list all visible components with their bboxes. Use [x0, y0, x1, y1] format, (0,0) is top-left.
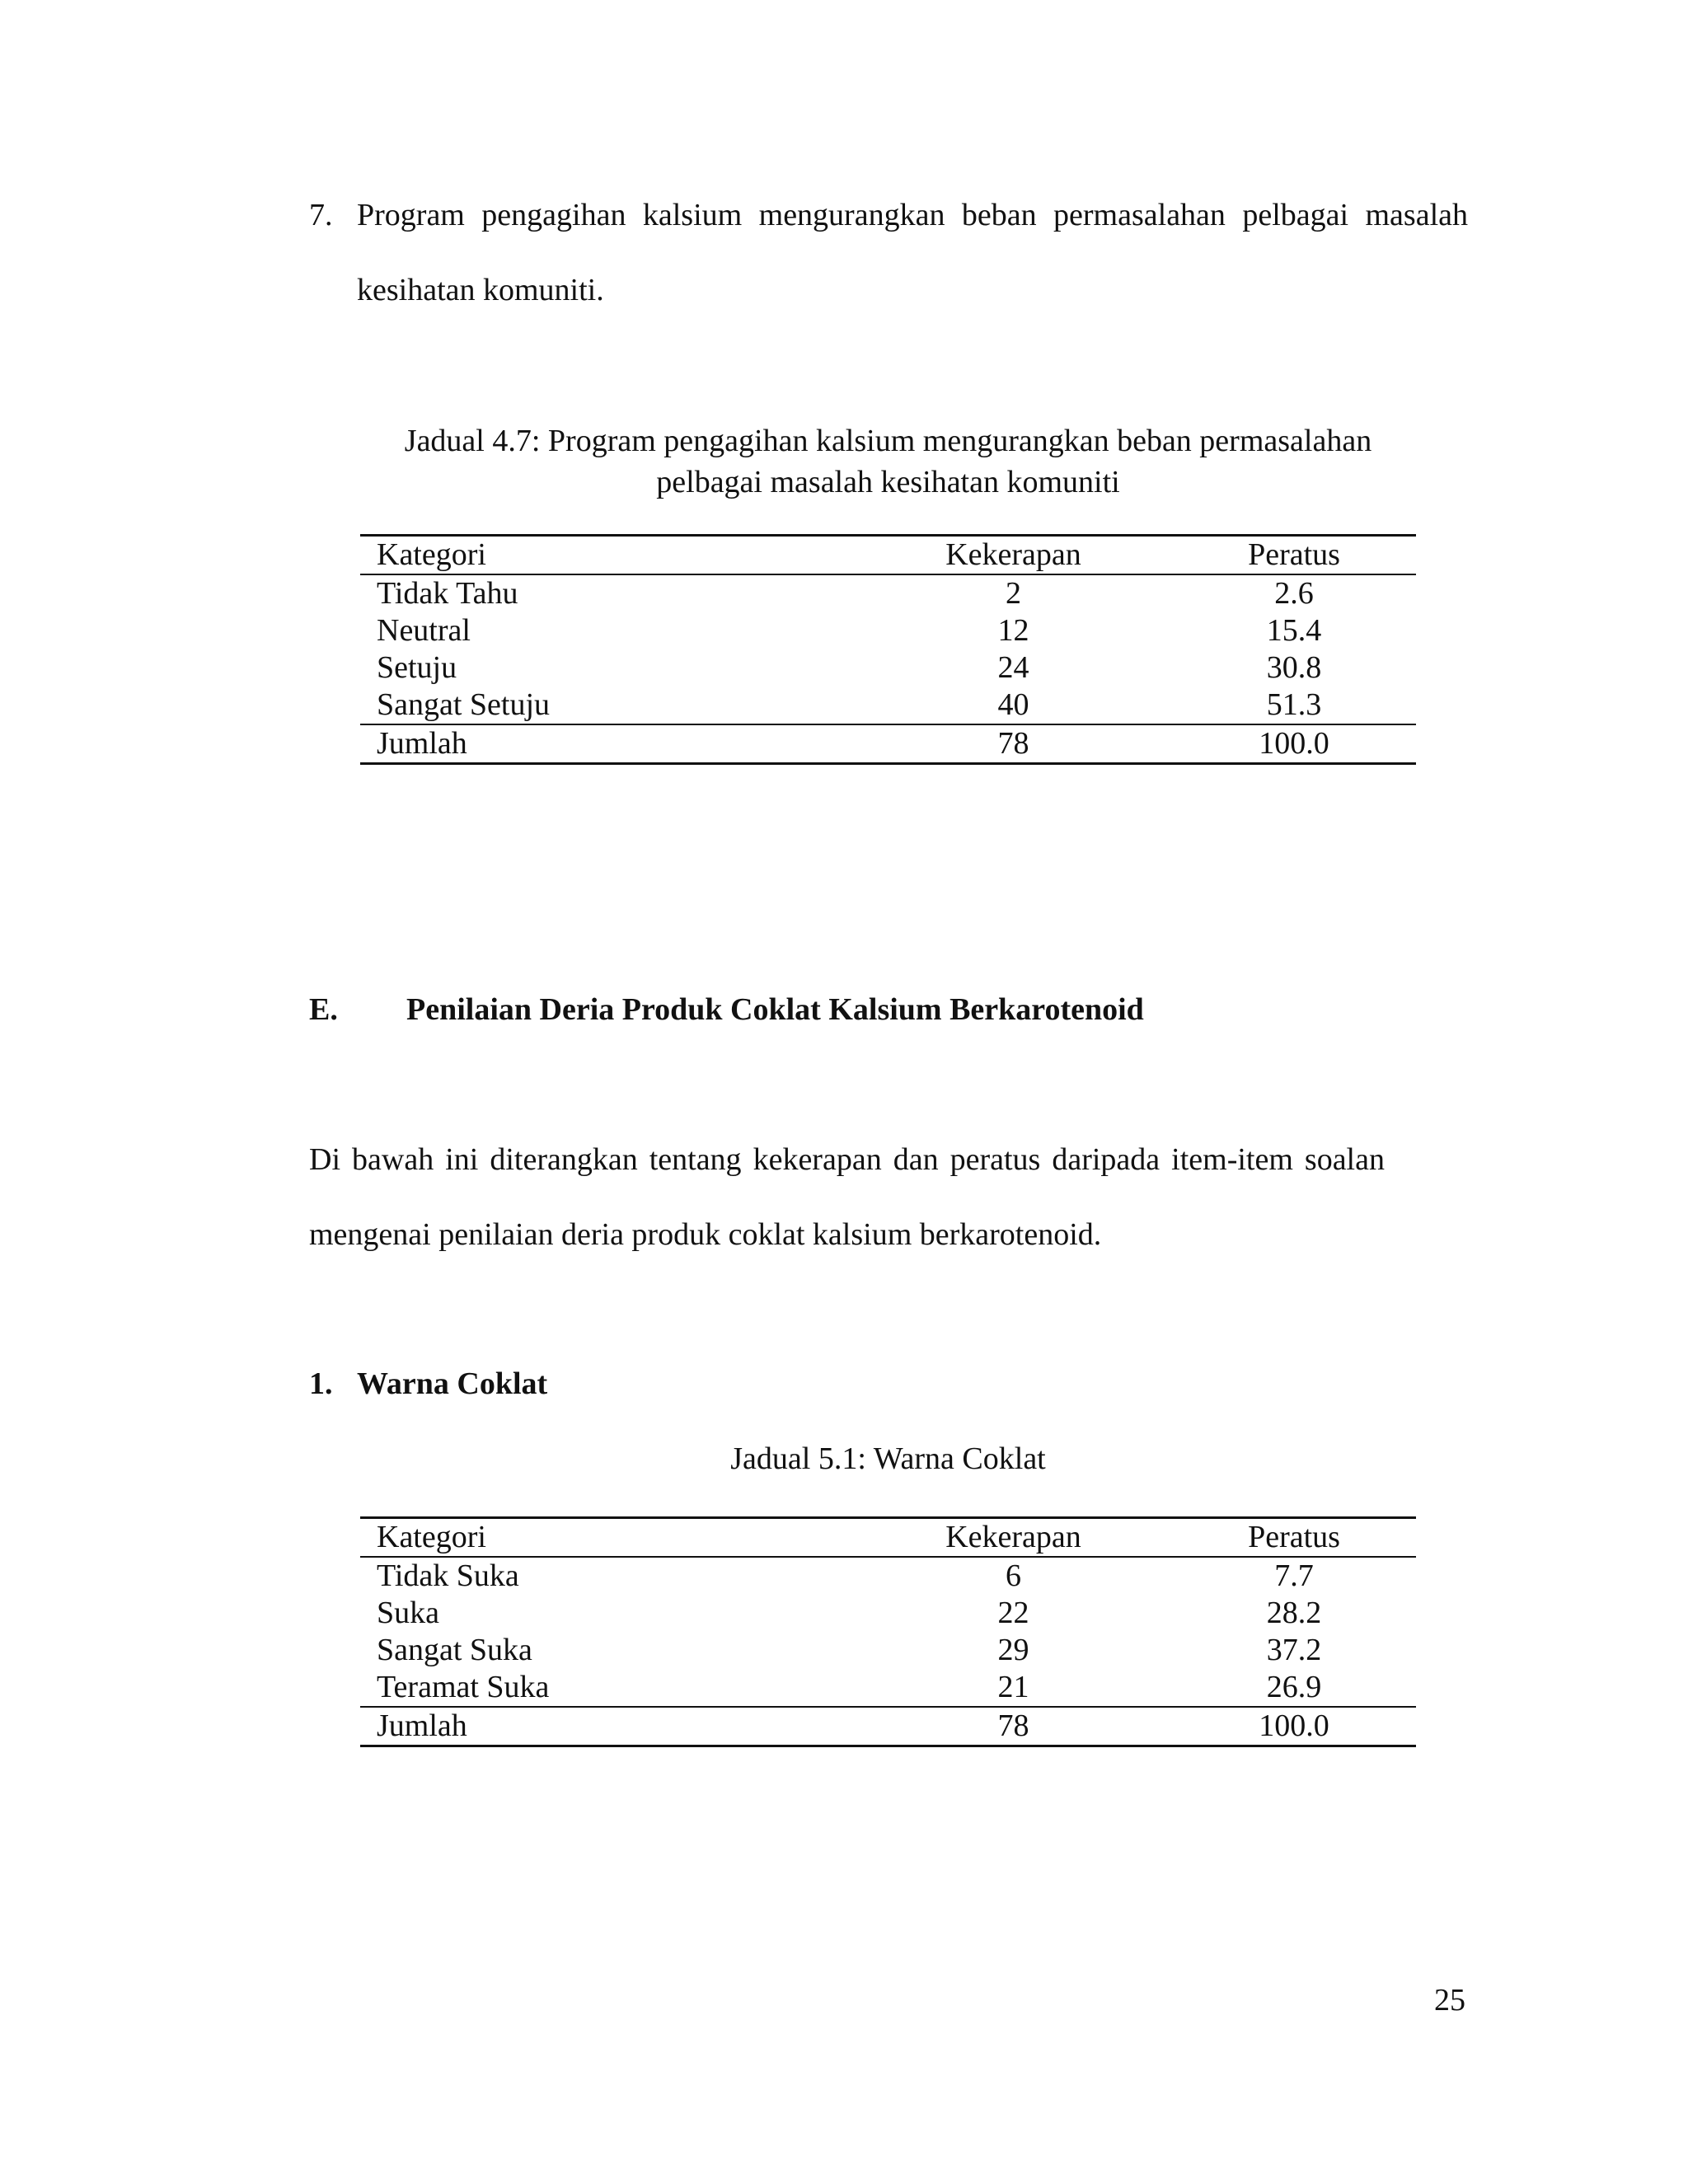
cell-kekerapan: 6 — [1006, 1558, 1021, 1593]
total-kekerapan: 78 — [855, 724, 1172, 764]
section-e-title: Penilaian Deria Produk Coklat Kalsium Berkarotenoid — [406, 992, 1144, 1027]
cell-kategori: Tidak Tahu — [377, 576, 518, 611]
total-label: Jumlah — [360, 1707, 855, 1746]
cell-peratus: 28.2 — [1266, 1596, 1322, 1630]
cell-kategori: Setuju — [377, 650, 457, 685]
total-peratus: 100.0 — [1172, 1707, 1416, 1746]
table-total-row — [360, 724, 1416, 764]
cell-kategori: Sangat Suka — [377, 1633, 532, 1667]
cell-kekerapan: 2 — [1006, 576, 1021, 611]
table-row — [360, 687, 1416, 724]
table-row — [360, 612, 1416, 649]
cell-kategori: Sangat Setuju — [377, 687, 551, 722]
intro-text-line2: mengenai penilaian deria produk coklat kalsium berkarotenoid. — [309, 1217, 1102, 1252]
table-5-1 — [360, 1516, 1416, 1747]
cell-peratus: 15.4 — [1266, 613, 1322, 648]
cell-kekerapan: 21 — [997, 1670, 1029, 1704]
table-4-7-caption-line2: pelbagai masalah kesihatan komuniti — [656, 465, 1120, 499]
table-4-7-caption — [360, 420, 1416, 503]
header-kekerapan: Kekerapan — [855, 536, 1172, 575]
cell-kekerapan: 22 — [997, 1596, 1029, 1630]
header-kekerapan: Kekerapan — [855, 1518, 1172, 1558]
table-row — [360, 1557, 1416, 1595]
cell-peratus: 30.8 — [1266, 650, 1322, 685]
total-kekerapan: 78 — [855, 1707, 1172, 1746]
item-7-number: 7. — [309, 198, 333, 232]
cell-kategori: Neutral — [377, 613, 471, 648]
subheading-1-number: 1. — [309, 1366, 333, 1401]
table-total-row — [360, 1707, 1416, 1746]
table-row — [360, 574, 1416, 612]
cell-kekerapan: 29 — [997, 1633, 1029, 1667]
header-peratus: Peratus — [1172, 1518, 1416, 1558]
table-row — [360, 1632, 1416, 1669]
cell-peratus: 26.9 — [1266, 1670, 1322, 1704]
table-row — [360, 1669, 1416, 1707]
table-header-row — [360, 1518, 1416, 1558]
table-4-7-caption-line1: Jadual 4.7: Program pengagihan kalsium mengurangkan beban permasalahan — [404, 424, 1372, 458]
table-5-1-caption: Jadual 5.1: Warna Coklat — [730, 1441, 1046, 1476]
cell-kekerapan: 40 — [997, 687, 1029, 722]
total-label: Jumlah — [360, 724, 855, 764]
table-row — [360, 649, 1416, 687]
cell-peratus: 7.7 — [1274, 1558, 1314, 1593]
page-number: 25 — [1434, 1983, 1465, 2018]
section-e-letter: E. — [309, 992, 338, 1027]
cell-kategori: Suka — [377, 1596, 439, 1630]
cell-kekerapan: 12 — [997, 613, 1029, 648]
table-4-7 — [360, 534, 1416, 765]
cell-kategori: Teramat Suka — [377, 1670, 550, 1704]
cell-peratus: 37.2 — [1266, 1633, 1322, 1667]
table-row — [360, 1595, 1416, 1632]
header-kategori: Kategori — [360, 1518, 855, 1558]
table-header-row — [360, 536, 1416, 575]
cell-kategori: Tidak Suka — [377, 1558, 519, 1593]
cell-peratus: 51.3 — [1266, 687, 1322, 722]
total-peratus: 100.0 — [1172, 724, 1416, 764]
header-kategori: Kategori — [360, 536, 855, 575]
cell-kekerapan: 24 — [997, 650, 1029, 685]
header-peratus: Peratus — [1172, 536, 1416, 575]
cell-peratus: 2.6 — [1274, 576, 1314, 611]
item-7-text-line2: kesihatan komuniti. — [357, 273, 604, 307]
intro-text-line1: Di bawah ini diterangkan tentang kekerapan dan peratus daripada item-item soalan — [309, 1142, 1385, 1177]
subheading-1-title: Warna Coklat — [357, 1366, 548, 1401]
item-7-text-line1: Program pengagihan kalsium mengurangkan beban permasalahan pelbagai masalah — [357, 198, 1468, 232]
